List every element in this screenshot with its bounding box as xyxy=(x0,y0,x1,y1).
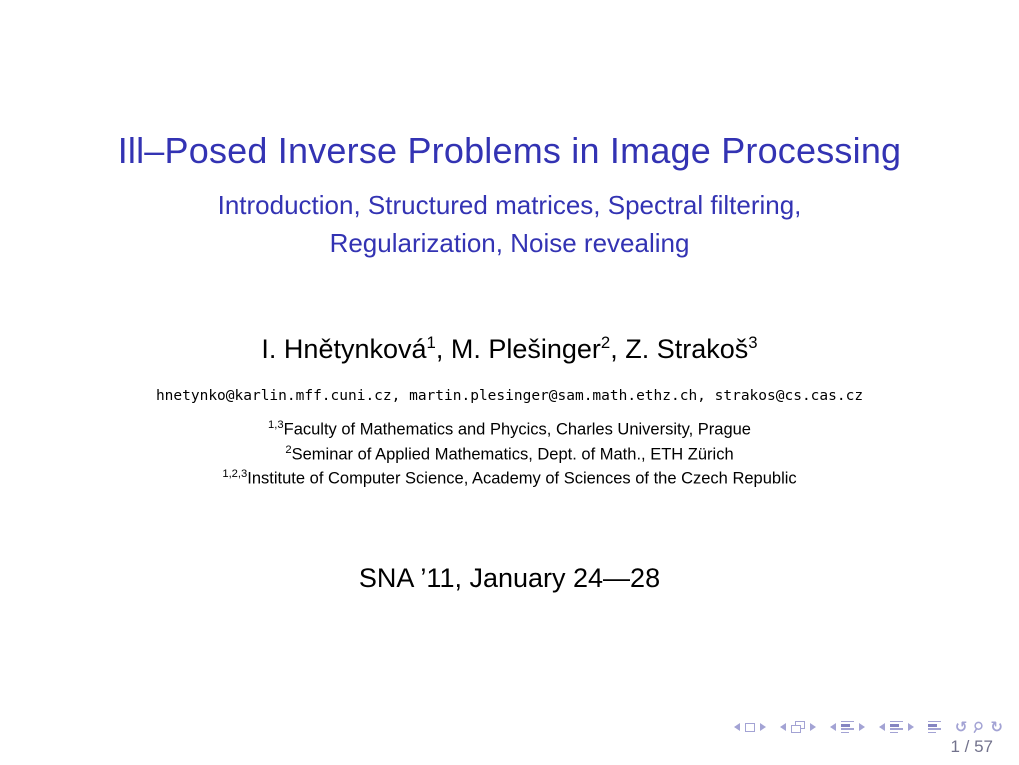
author-3: Z. Strakoš$^3$ xyxy=(625,333,758,364)
slide-title: Ill–Posed Inverse Problems in Image Processing xyxy=(117,130,902,171)
appendix-nav-group xyxy=(928,721,941,734)
author-2: M. Plešinger$^2$ xyxy=(450,333,611,364)
subtitle-line-1: Introduction, Structured matrices, Spectral filtering, xyxy=(217,190,802,220)
slide-subtitle xyxy=(0,186,1019,262)
subsection-nav-group xyxy=(879,721,914,734)
section-nav-group xyxy=(830,721,865,734)
next-frame-icon[interactable] xyxy=(810,723,816,731)
affiliation-2: $^2$Seminar of Applied Mathematics, Dept. of Math., ETH Zürich xyxy=(285,443,734,463)
affiliation-3: $^{1,2,3}$Institute of Computer Science, Academy of Sciences of the Czech Republic xyxy=(222,468,797,488)
prev-subsection-icon[interactable] xyxy=(879,723,885,731)
author-3-superscript: 3 xyxy=(748,333,758,352)
authors-line xyxy=(0,333,1019,365)
subsection-icon[interactable] xyxy=(890,721,903,734)
slide-nav-group xyxy=(734,723,766,732)
prev-frame-icon[interactable] xyxy=(780,723,786,731)
author-separator: , xyxy=(435,334,451,364)
appendix-icon[interactable] xyxy=(928,721,941,734)
next-subsection-icon[interactable] xyxy=(908,723,914,731)
frame-nav-group xyxy=(780,721,816,733)
search-icon[interactable] xyxy=(972,721,985,734)
prev-section-icon[interactable] xyxy=(830,723,836,731)
history-back-icon[interactable]: ↺ xyxy=(954,718,968,736)
title-block xyxy=(0,130,1019,262)
affiliations-block xyxy=(0,415,1019,489)
author-1-superscript: 1 xyxy=(426,333,436,352)
slide-icon[interactable] xyxy=(745,723,755,732)
subtitle-line-2: Regularization, Noise revealing xyxy=(329,228,690,258)
page-number: 1 / 57 xyxy=(950,737,993,756)
history-forward-icon[interactable]: ↻ xyxy=(990,718,1003,736)
next-slide-icon[interactable] xyxy=(760,723,766,731)
prev-slide-icon[interactable] xyxy=(734,723,740,731)
section-icon[interactable] xyxy=(841,721,854,734)
next-section-icon[interactable] xyxy=(859,723,865,731)
author-separator: , xyxy=(610,334,626,364)
frame-icon[interactable] xyxy=(791,721,805,733)
emails-line: hnetynko@karlin.mff.cuni.cz, martin.plesinger@sam.math.ethz.ch, strakos@cs.cas.cz xyxy=(155,388,864,404)
beamer-navigation-bar xyxy=(734,720,1003,734)
author-2-superscript: 2 xyxy=(600,333,611,352)
history-nav-group xyxy=(955,720,1003,734)
affiliation-1: $^{1,3}$Faculty of Mathematics and Phycics, Charles University, Prague xyxy=(268,419,751,439)
conference-date: SNA ’11, January 24—28 xyxy=(358,563,661,593)
author-1: I. Hnětynková$^1$ xyxy=(261,333,436,364)
